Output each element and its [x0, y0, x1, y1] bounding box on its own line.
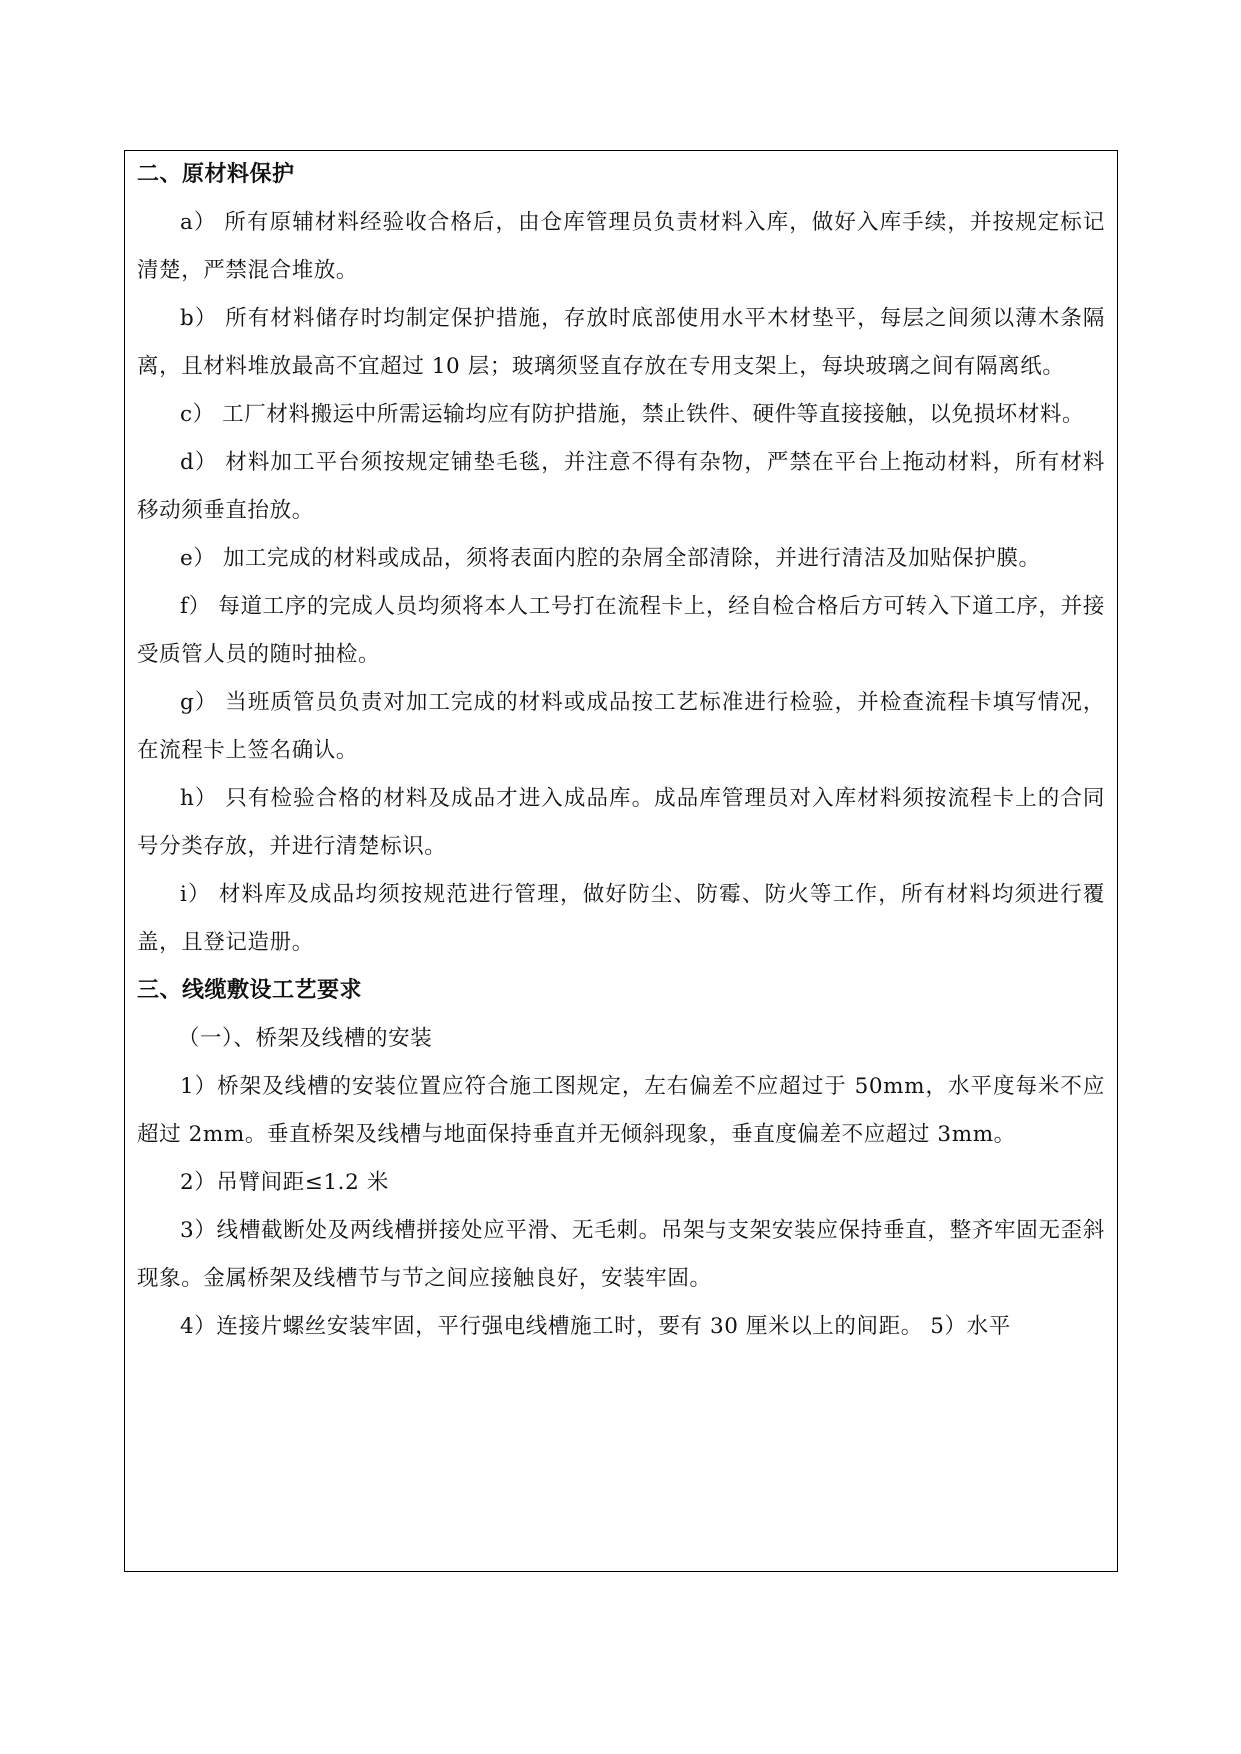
paragraph-4: 4）连接片螺丝安装牢固，平行强电线槽施工时，要有 30 厘米以上的间距。 5）水平	[180, 1314, 1011, 1339]
section-heading-materials: 二、原材料保护	[137, 162, 295, 187]
paragraph-c: c） 工厂材料搬运中所需运输均应有防护措施，禁止铁件、硬件等直接接触，以免损坏材料。	[180, 402, 1085, 427]
paragraph-1: 1）桥架及线槽的安装位置应符合施工图规定，左右偏差不应超过于 50mm，水平度每米不应超过 2mm。垂直桥架及线槽与地面保持垂直并无倾斜现象，垂直度偏差不应超过 3mm。	[137, 1074, 1105, 1147]
paragraph-f: f） 每道工序的完成人员均须将本人工号打在流程卡上，经自检合格后方可转入下道工序，并接受质管人员的随时抽检。	[137, 594, 1105, 667]
paragraph-b: b） 所有材料储存时均制定保护措施，存放时底部使用水平木材垫平，每层之间须以薄木条隔离，且材料堆放最高不宜超过 10 层；玻璃须竖直存放在专用支架上，每块玻璃之间有隔离纸。	[137, 306, 1105, 379]
section-heading-cabling: 三、线缆敷设工艺要求	[137, 978, 363, 1003]
paragraph-a: a） 所有原辅材料经验收合格后，由仓库管理员负责材料入库，做好入库手续，并按规定标记清楚，严禁混合堆放。	[137, 210, 1105, 283]
subsection-heading-tray: （一）、桥架及线槽的安装	[177, 1026, 433, 1051]
paragraph-d: d） 材料加工平台须按规定铺垫毛毯，并注意不得有杂物，严禁在平台上拖动材料，所有材料移动须垂直抬放。	[137, 450, 1105, 523]
paragraph-2: 2）吊臂间距≤1.2 米	[180, 1170, 389, 1195]
paragraph-i: i） 材料库及成品均须按规范进行管理，做好防尘、防霉、防火等工作，所有材料均须进行覆盖，且登记造册。	[137, 882, 1105, 955]
paragraph-g: g） 当班质管员负责对加工完成的材料或成品按工艺标准进行检验，并检查流程卡填写情况，在流程卡上签名确认。	[137, 690, 1105, 763]
paragraph-e: e） 加工完成的材料或成品，须将表面内腔的杂屑全部清除，并进行清洁及加贴保护膜。	[180, 546, 1041, 571]
paragraph-3: 3）线槽截断处及两线槽拼接处应平滑、无毛刺。吊架与支架安装应保持垂直，整齐牢固无歪斜现象。金属桥架及线槽节与节之间应接触良好，安装牢固。	[137, 1218, 1105, 1291]
document-content	[137, 151, 1105, 1351]
paragraph-h: h） 只有检验合格的材料及成品才进入成品库。成品库管理员对入库材料须按流程卡上的合同号分类存放，并进行清楚标识。	[137, 786, 1105, 859]
document-frame	[124, 150, 1118, 1572]
